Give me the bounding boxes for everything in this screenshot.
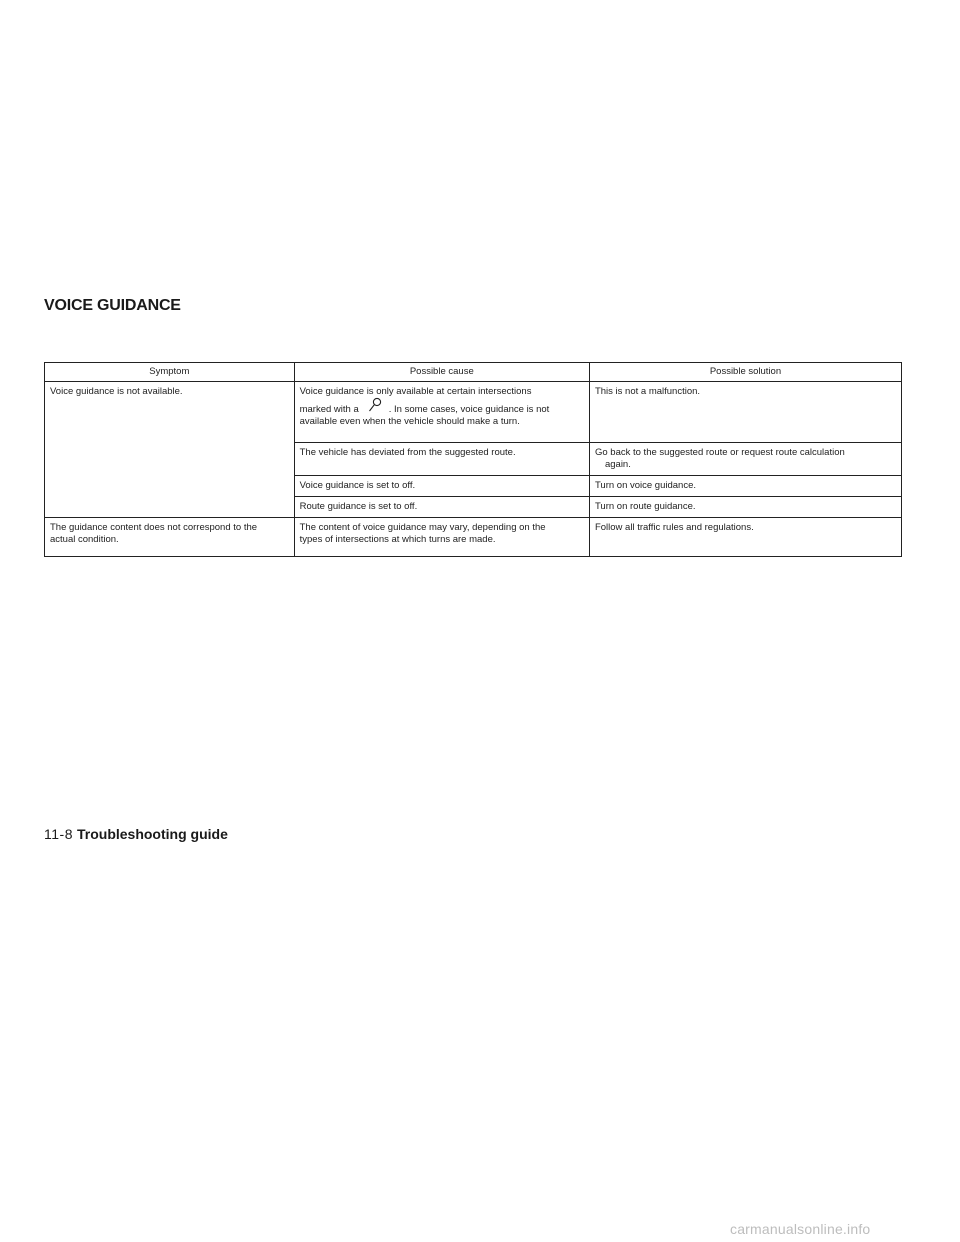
header-possible-cause: Possible cause [294, 363, 589, 382]
header-possible-solution: Possible solution [589, 363, 901, 382]
guidance-point-icon [367, 397, 383, 413]
table-header-row [45, 363, 902, 382]
cause-text-line: types of intersections at which turns are made. [299, 534, 496, 545]
solution-text-line: again. [604, 459, 631, 470]
cause-text-fragment: . In some cases, voice guidance is not [388, 404, 550, 415]
cause-text: Voice guidance is set to off. [299, 480, 416, 491]
solution-cell [589, 518, 901, 557]
troubleshooting-table [44, 362, 902, 557]
cause-cell [294, 497, 589, 518]
solution-text: Turn on voice guidance. [594, 480, 697, 491]
symptom-cell [45, 518, 295, 557]
page-number: 11-8 [44, 826, 73, 842]
cause-text-line: The content of voice guidance may vary, depending on the [299, 522, 546, 533]
solution-text-line: Go back to the suggested route or request route calculation [594, 447, 845, 458]
table-row [45, 382, 902, 443]
cause-cell [294, 518, 589, 557]
solution-cell [589, 497, 901, 518]
cause-text-line: Voice guidance is only available at certain intersections [299, 386, 532, 397]
symptom-cell [45, 382, 295, 518]
cause-cell [294, 443, 589, 476]
cause-text: The vehicle has deviated from the suggested route. [299, 447, 516, 458]
solution-cell [589, 443, 901, 476]
solution-cell [589, 476, 901, 497]
page-footer [44, 826, 228, 842]
header-symptom: Symptom [45, 363, 295, 382]
symptom-text-line: actual condition. [50, 534, 119, 545]
cause-cell [294, 382, 589, 443]
cause-cell [294, 476, 589, 497]
watermark: carmanualsonline.info [730, 1221, 871, 1237]
symptom-text-line: The guidance content does not correspond to the [50, 522, 258, 533]
solution-text: Turn on route guidance. [594, 501, 696, 512]
cause-text-line: available even when the vehicle should make a turn. [299, 416, 520, 427]
chapter-title: Troubleshooting guide [76, 826, 228, 842]
symptom-text: Voice guidance is not available. [50, 386, 183, 397]
solution-text: Follow all traffic rules and regulations. [594, 522, 754, 533]
cause-text: Route guidance is set to off. [299, 501, 418, 512]
table-row [45, 518, 902, 557]
solution-text: This is not a malfunction. [594, 386, 701, 397]
section-title: VOICE GUIDANCE [44, 297, 181, 314]
cause-text-line [300, 400, 584, 416]
cause-text-fragment: marked with a [299, 404, 359, 415]
solution-cell [589, 382, 901, 443]
